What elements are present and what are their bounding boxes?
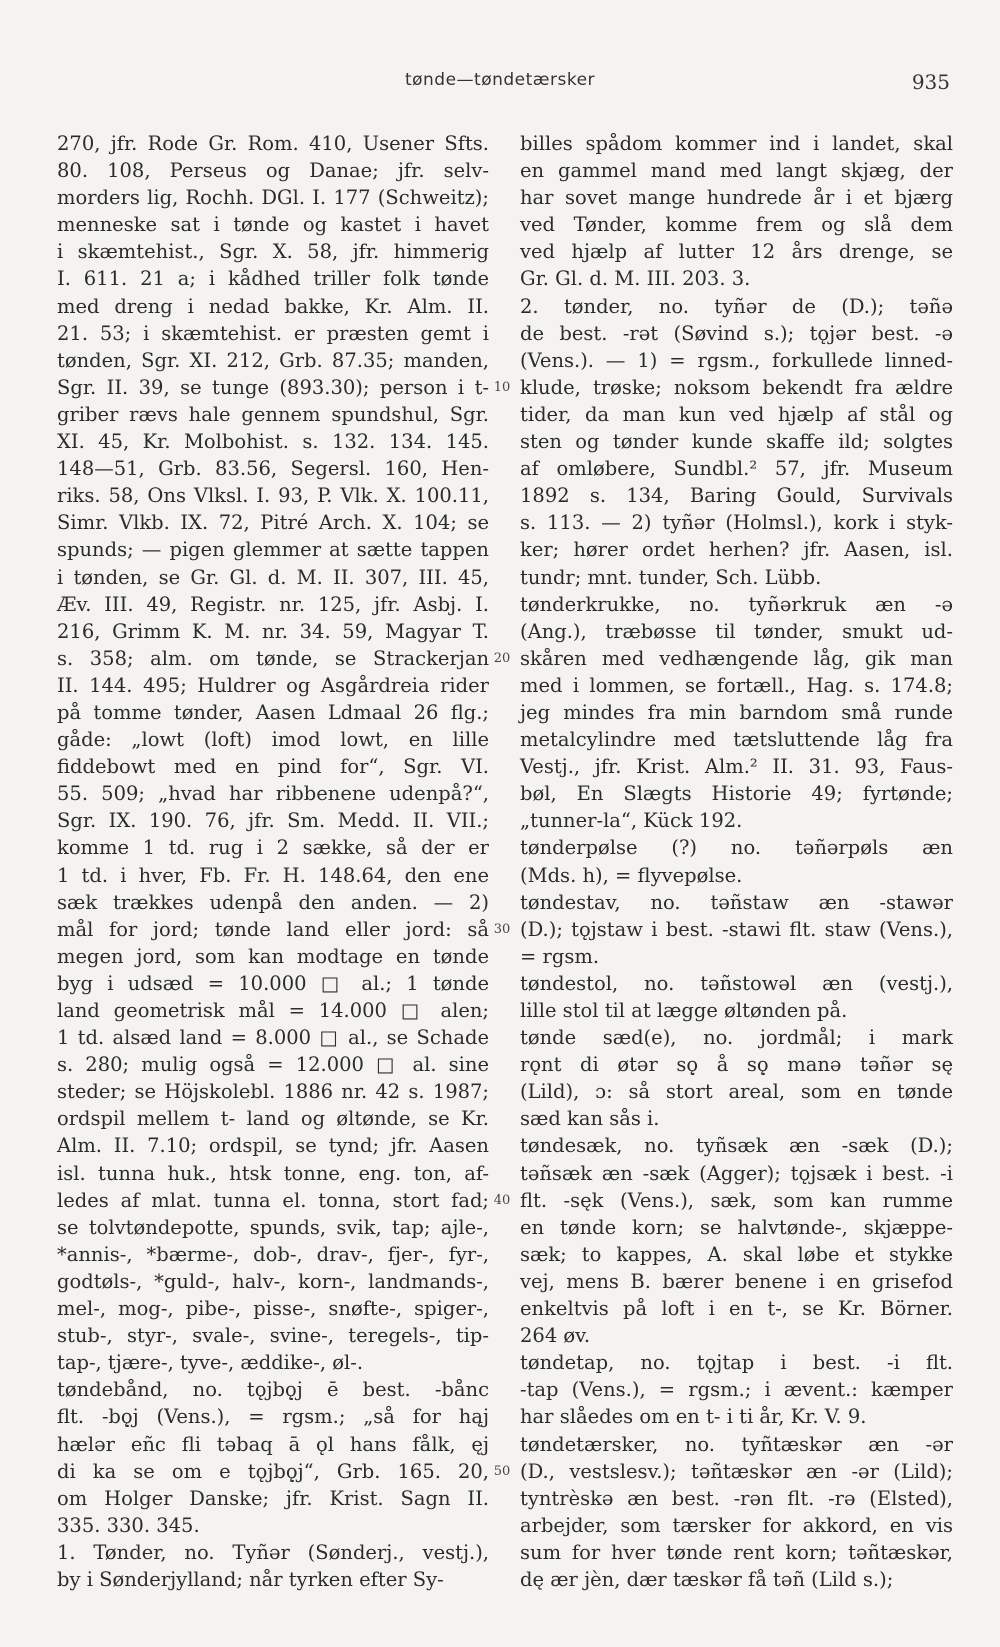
text-line: tøndetærsker, no. tyñtæskər æn -ər <box>520 1432 953 1456</box>
text-line: flt. -sęk (Vens.), sæk, som kan rumme <box>520 1188 953 1212</box>
text-line: om Holger Danske; jfr. Krist. Sagn II. <box>57 1486 489 1510</box>
text-line: 264 øv. <box>520 1324 591 1348</box>
text-line: de best. -rət (Søvind s.); tǫjər best. -ə <box>520 321 953 345</box>
page-header <box>0 70 1000 102</box>
text-line: (Mds. h), = flyvepølse. <box>520 863 743 887</box>
text-line: 55. 509; „hvad har ribbenene udenpå?“, <box>57 782 489 806</box>
text-line: Simr. Vlkb. IX. 72, Pitré Arch. X. 104; se <box>57 511 489 535</box>
text-line: dę ær jèn, dær tæskər få təñ (Lild s.); <box>520 1567 894 1591</box>
text-line: (Lild), ɔ: så stort areal, som en tønde <box>520 1080 953 1104</box>
text-line: s. 358; alm. om tønde, se Strackerjan <box>57 646 489 670</box>
text-line: 335. 330. 345. <box>57 1513 200 1537</box>
page-number: 935 <box>911 70 950 94</box>
text-line: se tolvtøndepotte, spunds, svik, tap; ajle-, <box>57 1215 489 1239</box>
text-line: sæd kan sås i. <box>520 1107 660 1131</box>
text-line: spunds; — pigen glemmer at sætte tappen <box>57 538 489 562</box>
text-line: har slåedes om en t- i ti år, Kr. V. 9. <box>520 1405 867 1429</box>
text-line: griber rævs hale gennem spundshul, Sgr. <box>57 402 489 426</box>
text-line: godtøls-, *guld-, halv-, korn-, landmands-, <box>57 1269 489 1293</box>
text-line: har sovet mange hundrede år i et bjærg <box>520 186 953 210</box>
text-line: ved hjælp af lutter 12 års drenge, se <box>520 240 953 264</box>
line-number: 10 <box>493 379 511 395</box>
text-line: morders lig, Rochh. DGl. I. 177 (Schweitz); <box>57 186 489 210</box>
text-line: land geometrisk mål = 14.000 □ alen; <box>57 999 489 1022</box>
text-line: ker; hører ordet herhen? jfr. Aasen, isl. <box>520 538 953 562</box>
text-line: i skæmtehist., Sgr. X. 58, jfr. himmerig <box>57 240 489 264</box>
text-line: I. 611. 21 a; i kådhed triller folk tønde <box>57 267 489 291</box>
text-line: komme 1 td. rug i 2 sække, så der er <box>57 836 489 860</box>
text-line: steder; se Höjskolebl. 1886 nr. 42 s. 1987; <box>57 1080 489 1104</box>
text-line: billes spådom kommer ind i landet, skal <box>520 132 953 155</box>
text-line: på tomme tønder, Aasen Ldmaal 26 flg.; <box>57 700 489 724</box>
text-line: tønden, Sgr. XI. 212, Grb. 87.35; manden, <box>57 348 489 372</box>
line-number: 30 <box>493 921 511 937</box>
text-line: by i Sønderjylland; når tyrken efter Sy- <box>57 1567 444 1591</box>
text-line: tønderpølse (?) no. təñərpøls æn <box>520 836 953 860</box>
text-line: təñsæk æn -sæk (Agger); tǫjsæk i best. -i <box>520 1161 953 1185</box>
text-line: med dreng i nedad bakke, Kr. Alm. II. <box>57 294 489 318</box>
text-line: fiddebowt med en pind for“, Sgr. VI. <box>57 755 489 779</box>
text-line: ledes af mlat. tunna el. tonna, stort fad; <box>57 1188 489 1212</box>
text-line: enkeltvis på loft i en t-, se Kr. Börner. <box>520 1297 953 1321</box>
text-line: 80. 108, Perseus og Danae; jfr. selv- <box>57 159 489 183</box>
right-column <box>520 130 953 1593</box>
text-line: „tunner-la“, Kück 192. <box>520 809 743 833</box>
text-line: vej, mens B. bærer benene i en grisefod <box>520 1269 953 1293</box>
text-line: stub-, styr-, svale-, svine-, teregels-, tip- <box>57 1324 489 1348</box>
text-line: s. 113. — 2) tyñər (Holmsl.), kork i styk- <box>520 511 953 535</box>
text-line: 216, Grimm K. M. nr. 34. 59, Magyar T. <box>57 619 489 643</box>
text-line: tundr; mnt. tunder, Sch. Lübb. <box>520 565 822 589</box>
text-line: hælər eñc fli təbaq ā ǫl hans fålk, ęj <box>57 1432 489 1456</box>
text-line: = rgsm. <box>520 944 600 968</box>
text-line: mel-, mog-, pibe-, pisse-, snøfte-, spiger-, <box>57 1297 489 1321</box>
text-line: sum for hver tønde rent korn; təñtæskər, <box>520 1540 953 1564</box>
text-line: lille stol til at lægge øltønden på. <box>520 999 848 1022</box>
text-line: bøl, En Slægts Historie 49; fyrtønde; <box>520 782 953 806</box>
text-line: tøndebånd, no. tǫjbǫ̣j ē best. -bånc <box>57 1378 489 1402</box>
text-line: sæk trækkes udenpå den anden. — 2) <box>57 890 489 914</box>
text-line: tøndesæk, no. tyñsæk æn -sæk (D.); <box>520 1134 953 1158</box>
text-line: sæk; to kappes, A. skal løbe et stykke <box>520 1242 953 1266</box>
text-line: tider, da man kun ved hjælp af stål og <box>520 402 953 426</box>
text-line: menneske sat i tønde og kastet i havet <box>57 213 489 237</box>
text-line: 270, jfr. Rode Gr. Rom. 410, Usener Sfts. <box>57 132 489 155</box>
text-line: af omløbere, Sundbl.² 57, jfr. Museum <box>520 457 953 481</box>
text-line: flt. -bǫ̣j (Vens.), = rgsm.; „så for hąj <box>57 1405 489 1429</box>
text-line: mål for jord; tønde land eller jord: så <box>57 917 489 941</box>
text-line: en gammel mand med langt skjæg, der <box>520 159 953 183</box>
text-line: (D., vestslesv.); təñtæskər æn -ər (Lild); <box>520 1459 953 1483</box>
text-line: isl. tunna huk., htsk tonne, eng. ton, af- <box>57 1161 489 1185</box>
text-line: jeg mindes fra min barndom små runde <box>520 700 953 724</box>
text-line: *annis-, *bærme-, dob-, drav-, fjer-, fyr-, <box>57 1242 489 1266</box>
text-line: 1 td. i hver, Fb. Fr. H. 148.64, den ene <box>57 863 489 887</box>
text-line: 148—51, Grb. 83.56, Segersl. 160, Hen- <box>57 457 489 481</box>
text-line: ved Tønder, komme frem og slå dem <box>520 213 953 237</box>
line-number: 50 <box>493 1463 511 1479</box>
text-line: 1. Tønder, no. Tyñər (Sønderj., vestj.), <box>57 1540 489 1564</box>
text-line: 21. 53; i skæmtehist. er præsten gemt i <box>57 321 489 345</box>
text-line: tyntrèskə æn best. -rən flt. -rə (Elsted), <box>520 1486 953 1510</box>
text-line: en tønde korn; se halvtønde-, skjæppe- <box>520 1215 953 1239</box>
line-number: 20 <box>493 650 511 666</box>
text-line: riks. 58, Ons Vlksl. I. 93, P. Vlk. X. 100.11, <box>57 484 489 508</box>
text-line: klude, trøske; noksom bekendt fra ældre <box>520 375 953 399</box>
text-line: tøndestav, no. təñstaw æn -stawər <box>520 890 953 914</box>
text-line: rǫnt di øtər sǫ̣ å sǫ̣ manə təñər sę <box>520 1053 953 1077</box>
text-line: megen jord, som kan modtage en tønde <box>57 944 489 968</box>
text-line: arbejder, som tærsker for akkord, en vis <box>520 1513 953 1537</box>
text-line: XI. 45, Kr. Molbohist. s. 132. 134. 145. <box>57 430 489 454</box>
text-line: tap-, tjære-, tyve-, æddike-, øl-. <box>57 1351 364 1375</box>
text-line: Vestj., jfr. Krist. Alm.² II. 31. 93, Faus- <box>520 755 953 779</box>
text-line: Alm. II. 7.10; ordspil, se tynd; jfr. Aasen <box>57 1134 489 1158</box>
text-line: (D.); tǫjstaw i best. -stawi flt. staw (Vens.), <box>520 917 953 941</box>
text-line: -tap (Vens.), = rgsm.; i ævent.: kæmper <box>520 1378 953 1402</box>
text-line: i tønden, se Gr. Gl. d. M. II. 307, III. 45, <box>57 565 489 589</box>
text-line: 1892 s. 134, Baring Gould, Survivals <box>520 484 953 508</box>
text-line: tønderkrukke, no. tyñərkruk æn -ə <box>520 592 953 616</box>
text-line: Sgr. IX. 190. 76, jfr. Sm. Medd. II. VII.; <box>57 809 489 833</box>
text-line: s. 280; mulig også = 12.000 □ al. sine <box>57 1053 489 1077</box>
text-line: tøndestol, no. təñstowəl æn (vestj.), <box>520 971 953 995</box>
text-line: (Ang.), træbøsse til tønder, smukt ud- <box>520 619 953 643</box>
text-line: sten og tønder kunde skaffe ild; solgtes <box>520 430 953 454</box>
text-line: metalcylindre med tætsluttende låg fra <box>520 728 953 752</box>
running-head: tønde—tøndetærsker <box>404 70 596 90</box>
text-line: byg i udsæd = 10.000 □ al.; 1 tønde <box>57 971 489 995</box>
text-line: tøndetap, no. tǫjtap i best. -i flt. <box>520 1351 953 1375</box>
text-line: II. 144. 495; Huldrer og Asgårdreia rider <box>57 673 489 697</box>
text-line: Æv. III. 49, Registr. nr. 125, jfr. Asbj. I. <box>57 592 489 616</box>
text-line: med i lommen, se fortæll., Hag. s. 174.8; <box>520 673 953 697</box>
text-line: (Vens.). — 1) = rgsm., forkullede linned- <box>520 348 953 372</box>
text-line: 1 td. alsæd land = 8.000 □ al., se Schade <box>57 1026 489 1050</box>
left-column <box>57 130 489 1593</box>
line-number: 40 <box>493 1192 511 1208</box>
text-line: Sgr. II. 39, se tunge (893.30); person i t- <box>57 375 489 399</box>
text-line: Gr. Gl. d. M. III. 203. 3. <box>520 267 751 291</box>
text-line: skåren med vedhængende låg, gik man <box>520 646 953 670</box>
text-line: ordspil mellem t- land og øltønde, se Kr. <box>57 1107 489 1131</box>
text-line: 2. tønder, no. tyñər de (D.); təñə <box>520 294 953 318</box>
text-line: tønde sæd(e), no. jordmål; i mark <box>520 1026 953 1050</box>
text-line: gåde: „lowt (loft) imod lowt, en lille <box>57 728 489 752</box>
text-line: di ka se om e tǫjbǫ̣j“, Grb. 165. 20, <box>57 1459 489 1483</box>
